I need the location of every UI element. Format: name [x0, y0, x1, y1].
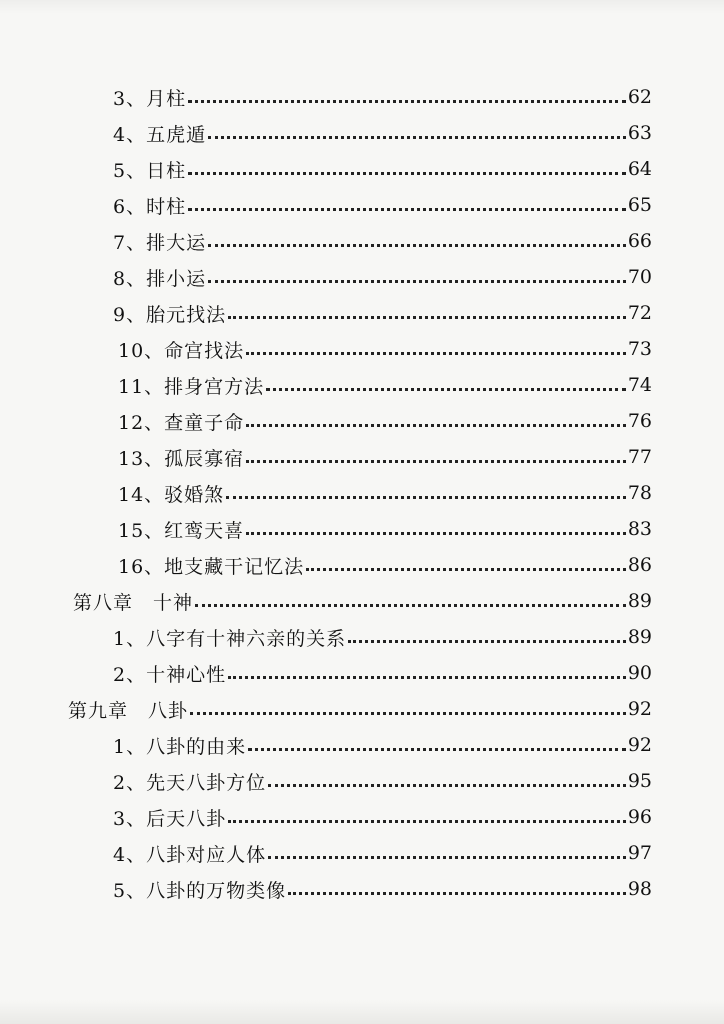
toc-entry-page: 83: [627, 518, 652, 540]
dot-leader: [208, 280, 626, 283]
toc-entry-page: 98: [627, 878, 652, 900]
toc-entry-page: 89: [627, 626, 652, 648]
dot-leader: [208, 136, 626, 139]
dot-leader: [268, 784, 626, 787]
toc-entry: [118, 512, 652, 546]
toc-entry-title: 14、驳婚煞: [118, 483, 225, 506]
toc-entry-title: 12、查童子命: [118, 411, 245, 434]
toc-entry-title: 3、后天八卦: [113, 807, 227, 830]
dot-leader: [288, 892, 626, 895]
dot-leader: [246, 460, 626, 463]
toc-entry: [118, 548, 652, 582]
toc-entry-title: 13、孤辰寡宿: [118, 447, 245, 470]
dot-leader: [246, 532, 626, 535]
toc-entry-title: 1、八字有十神六亲的关系: [113, 627, 347, 650]
toc-entry-page: 76: [627, 410, 652, 432]
toc-entry-title: 2、先天八卦方位: [113, 771, 267, 794]
toc-entry-title: 8、排小运: [113, 267, 207, 290]
toc-entry: [113, 656, 652, 690]
toc-entry-page: 74: [627, 374, 652, 396]
dot-leader: [195, 604, 626, 607]
dot-leader: [306, 568, 626, 571]
toc-entry-title: 11、排身宫方法: [118, 375, 265, 398]
toc-entry-page: 89: [627, 590, 652, 612]
toc-entry-page: 70: [627, 266, 652, 288]
toc-entry-title: 2、十神心性: [113, 663, 227, 686]
toc-entry-page: 63: [627, 122, 652, 144]
toc-entry-page: 73: [627, 338, 652, 360]
toc-entry-page: 65: [627, 194, 652, 216]
toc-entry-title: 3、月柱: [113, 87, 187, 110]
toc-chapter-entry: [68, 692, 652, 726]
dot-leader: [246, 352, 626, 355]
toc-entry-page: 62: [627, 86, 652, 108]
dot-leader: [228, 676, 626, 679]
dot-leader: [268, 856, 626, 859]
dot-leader: [246, 424, 626, 427]
toc-entry: [118, 332, 652, 366]
toc-entry-page: 64: [627, 158, 652, 180]
toc-entry: [113, 800, 652, 834]
toc-entry-page: 78: [627, 482, 652, 504]
toc-entry-page: 92: [627, 698, 652, 720]
toc-entry: [113, 260, 652, 294]
dot-leader: [188, 208, 626, 211]
toc-entry-title: 4、五虎遁: [113, 123, 207, 146]
dot-leader: [188, 100, 626, 103]
dot-leader: [266, 388, 626, 391]
toc-entry-title: 10、命宫找法: [118, 339, 245, 362]
toc-chapter-title: 第八章 十神: [73, 591, 194, 614]
dot-leader: [348, 640, 626, 643]
toc-entry-page: 72: [627, 302, 652, 324]
toc-entry: [113, 188, 652, 222]
toc-entry: [118, 476, 652, 510]
toc-entry: [113, 224, 652, 258]
toc-entry: [113, 872, 652, 906]
dot-leader: [190, 712, 626, 715]
dot-leader: [228, 316, 626, 319]
toc-entry-page: 66: [627, 230, 652, 252]
toc-entry: [118, 440, 652, 474]
toc-chapter-entry: [73, 584, 652, 618]
toc-entry-page: 77: [627, 446, 652, 468]
dot-leader: [228, 820, 626, 823]
dot-leader: [188, 172, 626, 175]
toc-entry-title: 6、时柱: [113, 195, 187, 218]
toc-entry-title: 5、日柱: [113, 159, 187, 182]
toc-entry-title: 7、排大运: [113, 231, 207, 254]
toc-entry-page: 92: [627, 734, 652, 756]
toc-entry-title: 15、红鸾天喜: [118, 519, 245, 542]
toc-entry-title: 9、胎元找法: [113, 303, 227, 326]
toc-entry: [113, 728, 652, 762]
toc-entry: [113, 836, 652, 870]
dot-leader: [208, 244, 626, 247]
dot-leader: [226, 496, 626, 499]
toc-entry-title: 4、八卦对应人体: [113, 843, 267, 866]
toc-entry-title: 1、八卦的由来: [113, 735, 247, 758]
toc-entry-page: 96: [627, 806, 652, 828]
toc-chapter-title: 第九章 八卦: [68, 699, 189, 722]
toc-entry: [113, 80, 652, 114]
toc-entry: [118, 404, 652, 438]
toc-entry-page: 86: [627, 554, 652, 576]
toc-entry: [113, 620, 652, 654]
toc-entry-page: 97: [627, 842, 652, 864]
toc-entry: [113, 152, 652, 186]
dot-leader: [248, 748, 626, 751]
toc-entry: [113, 296, 652, 330]
toc-entry-title: 16、地支藏干记忆法: [118, 555, 305, 578]
toc-entry-page: 95: [627, 770, 652, 792]
toc-entry-title: 5、八卦的万物类像: [113, 879, 287, 902]
toc-entry-page: 90: [627, 662, 652, 684]
toc-entry: [113, 764, 652, 798]
toc-entry: [113, 116, 652, 150]
toc-entry: [118, 368, 652, 402]
